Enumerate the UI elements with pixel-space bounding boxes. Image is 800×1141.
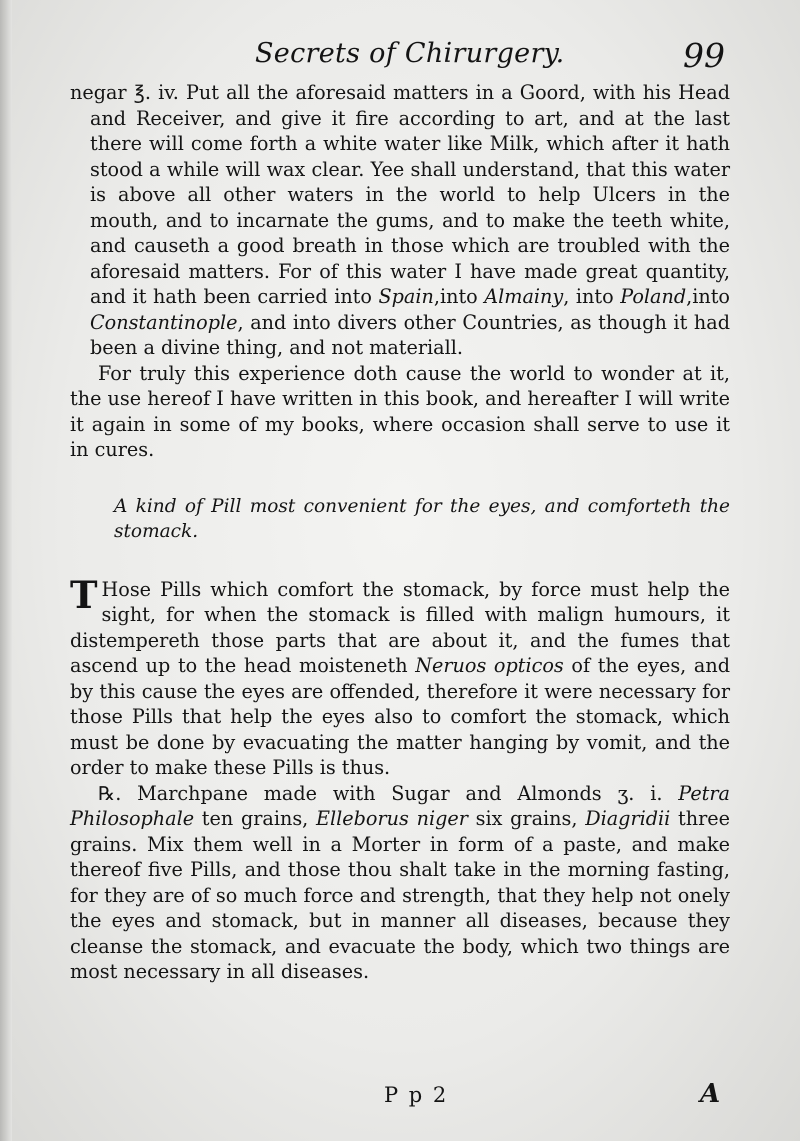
text-run: six grains,: [467, 807, 586, 830]
section-heading: A kind of Pill most convenient for the eyes, and comforteth the stomack.: [114, 495, 730, 542]
italic-term: Petra Philosophale: [70, 781, 730, 830]
body-text: [70, 80, 730, 985]
text-run: negar ℥. iv. Put all the aforesaid matters in a Goord, with his Head and Receiver, and give it fire according to art, and at the last there will come forth a white water like Milk, which after it hath stood a while will wax clear. Yee shall understand, that this water is above all other waters in the world to help Ulcers in the mouth, and to incarnate the gums, and to make the teeth white, and causeth a good breath in those which are troubled with the aforesaid matters. For of this water I have made great quantity, and it hath been carried into: [70, 81, 730, 308]
italic-term: Poland: [620, 285, 687, 308]
page-header: [0, 34, 800, 84]
italic-term: Constantinople: [90, 310, 238, 334]
running-title: Secrets of Chirurgery.: [255, 38, 565, 69]
italic-term: Almainy: [484, 285, 564, 308]
text-run: , and into divers other Countries, as though it had been a divine thing, and not materiall.: [90, 310, 730, 359]
text-run: ,into: [433, 285, 485, 308]
binding-edge-shadow: [0, 0, 12, 1141]
page-number: 99: [683, 36, 725, 75]
text-run: ℞. Marchpane made with Sugar and Almonds ʒ. i.: [98, 781, 679, 805]
signature-mark: P p 2: [384, 1083, 449, 1107]
italic-term: Neruos opticos: [415, 654, 564, 677]
page-footer: [0, 1079, 800, 1113]
text-run: ten grains,: [194, 807, 317, 830]
text-run: Hose Pills which comfort the stomack, by force must help the sight, for when the stomack is filled with malign humours, it distempereth those parts that are about it, and the fumes that ascend up to the head moisteneth: [70, 577, 730, 677]
paragraph-4-recipe: [70, 781, 730, 985]
text-run: of the eyes, and by this cause the eyes are offended, therefore it were necessary for those Pills that help the eyes also to comfort the stomack, which must be done by evacuating the matter hanging by vomit, and the order to make these Pills is thus.: [70, 654, 730, 779]
catchword: A: [700, 1079, 721, 1109]
text-run: , into: [563, 285, 621, 308]
text-run: ,into: [686, 285, 730, 308]
italic-term: Spain: [378, 285, 434, 308]
paragraph-3-text: [70, 572, 730, 780]
italic-term: Elleborus niger: [316, 807, 468, 830]
paragraph-2: For truly this experience doth cause the world to wonder at it, the use hereof I have written in this book, and hereafter I will write it again in some of my books, where occasion shall serve to use it in cures.: [70, 361, 730, 461]
italic-term: Diagridii: [585, 807, 671, 830]
drop-cap: T: [70, 572, 98, 617]
paragraph-1: [70, 80, 730, 361]
text-run: three grains. Mix them well in a Morter in form of a paste, and make thereof five Pills, and those thou shalt take in the morning fasting, for they are of so much force and strength, that they help not onely the eyes and stomack, but in manner all diseases, because they cleanse the stomack, and evacuate the body, which two things are most necessary in all diseases.: [70, 807, 730, 983]
paragraph-3: [70, 572, 730, 781]
